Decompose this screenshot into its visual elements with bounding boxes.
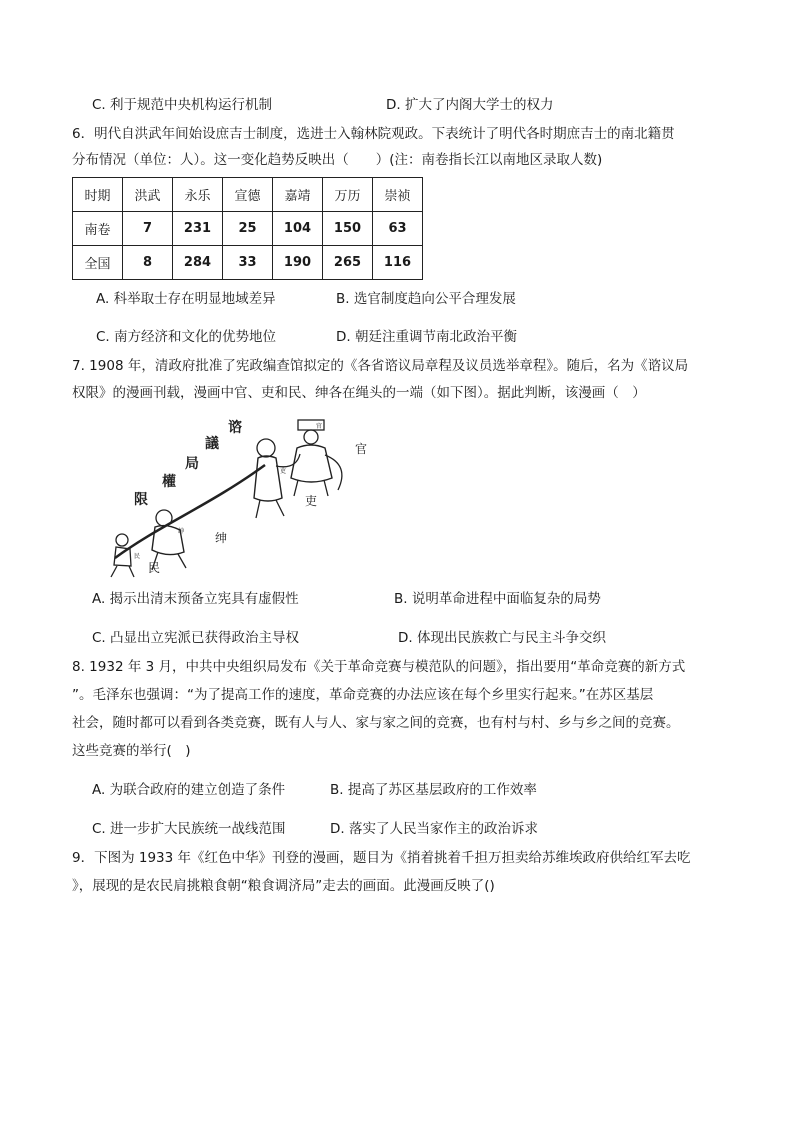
- cartoon-title-char: 議: [205, 436, 219, 452]
- table-header-cell: 宣德: [223, 178, 273, 212]
- q5-option-d: D. 扩大了内阁大学士的权力: [386, 97, 554, 113]
- cartoon-title-char: 權: [162, 474, 176, 490]
- gentry-tag: 紳: [178, 528, 185, 535]
- cartoon-title-char: 限: [134, 492, 148, 508]
- q6-option-d: D. 朝廷注重调节南北政治平衡: [336, 329, 517, 345]
- table-cell: 104: [273, 212, 323, 246]
- table-header-cell: 永乐: [173, 178, 223, 212]
- q6-stem-line2: 分布情况（单位：人）。这一变化趋势反映出（ ）(注：南卷指长江以南地区录取人数): [72, 152, 603, 168]
- q8-option-c: C. 进一步扩大民族统一战线范围: [92, 821, 286, 837]
- q7-option-c: C. 凸显出立宪派已获得政治主导权: [92, 630, 300, 646]
- table-cell: 63: [373, 212, 423, 246]
- table-cell: 284: [173, 246, 223, 280]
- table-header-cell: 洪武: [123, 178, 173, 212]
- table-header-cell: 时期: [73, 178, 123, 212]
- table-header-row: [73, 178, 423, 212]
- q7-stem-line2: 权限》的漫画刊载，漫画中官、吏和民、绅各在绳头的一端（如下图）。据此判断，该漫画（ ）: [72, 385, 646, 401]
- q7-option-d: D. 体现出民族救亡与民主斗争交织: [398, 630, 606, 646]
- table-cell: 231: [173, 212, 223, 246]
- q6-stem-line1: 6．明代自洪武年间始设庶吉士制度，选进士入翰林院观政。下表统计了明代各时期庶吉士的南北籍贯: [72, 126, 675, 142]
- table-cell: 8: [123, 246, 173, 280]
- q9-stem-line2: 》，展现的是农民肩挑粮食朝“粮食调济局”走去的画面。此漫画反映了(): [72, 878, 495, 894]
- table-header-cell: 嘉靖: [273, 178, 323, 212]
- table-cell: 7: [123, 212, 173, 246]
- label-li: 吏: [305, 494, 318, 508]
- q8-stem-line1: 8. 1932 年 3 月，中共中央组织局发布《关于革命竞赛与模范队的问题》，指出要用“革命竞赛的新方式: [72, 659, 686, 675]
- q8-option-b: B. 提高了苏区基层政府的工作效率: [330, 782, 537, 798]
- table-header-cell: 万历: [323, 178, 373, 212]
- q7-option-a: A. 揭示出清末预备立宪具有虚假性: [92, 591, 299, 607]
- q8-stem-line4: 这些竞赛的举行( ): [72, 743, 191, 759]
- commoner-tag: 民: [134, 553, 141, 560]
- q7-option-b: B. 说明革命进程中面临复杂的局势: [394, 591, 601, 607]
- q7-stem-line1: 7. 1908 年，清政府批准了宪政编查馆拟定的《各省谘议局章程及议员选举章程》。随后，名为《谘议局: [72, 358, 689, 374]
- table-row: [73, 246, 423, 280]
- q8-option-d: D. 落实了人民当家作主的政治诉求: [330, 821, 538, 837]
- label-shen: 绅: [215, 531, 228, 545]
- clerk-tag: 吏: [280, 468, 287, 475]
- table-header-cell: 崇祯: [373, 178, 423, 212]
- table-cell: 116: [373, 246, 423, 280]
- table-row-label: 全国: [73, 246, 123, 280]
- label-min: 民: [148, 561, 161, 575]
- table-row-label: 南卷: [73, 212, 123, 246]
- cartoon-title-char: 谘: [228, 420, 242, 436]
- cartoon-tug-of-war-image: [100, 410, 400, 580]
- official-tag: 官: [316, 423, 323, 430]
- q6-data-table: [72, 177, 423, 280]
- table-cell: 265: [323, 246, 373, 280]
- table-cell: 150: [323, 212, 373, 246]
- q6-option-a: A. 科举取士存在明显地域差异: [96, 291, 276, 307]
- q6-option-c: C. 南方经济和文化的优势地位: [96, 329, 277, 345]
- q6-option-b: B. 选官制度趋向公平合理发展: [336, 291, 516, 307]
- table-cell: 33: [223, 246, 273, 280]
- q5-option-c: C. 利于规范中央机构运行机制: [92, 97, 273, 113]
- q8-option-a: A. 为联合政府的建立创造了条件: [92, 782, 286, 798]
- label-guan: 官: [355, 442, 368, 456]
- commoner-figure: [111, 534, 140, 577]
- cartoon-title-char: 局: [185, 456, 199, 472]
- q8-stem-line3: 社会，随时都可以看到各类竞赛，既有人与人、家与家之间的竞赛，也有村与村、乡与乡之间的竞赛。: [72, 715, 680, 731]
- q8-stem-line2: ”。毛泽东也强调：“为了提高工作的速度，革命竞赛的办法应该在每个乡里实行起来。”在苏区基层: [72, 687, 654, 703]
- q9-stem-line1: 9．下图为 1933 年《红色中华》刊登的漫画，题目为《捎着挑着千担万担卖给苏维埃政府供给红军去吃: [72, 850, 691, 866]
- table-row: [73, 212, 423, 246]
- table-cell: 25: [223, 212, 273, 246]
- table-cell: 190: [273, 246, 323, 280]
